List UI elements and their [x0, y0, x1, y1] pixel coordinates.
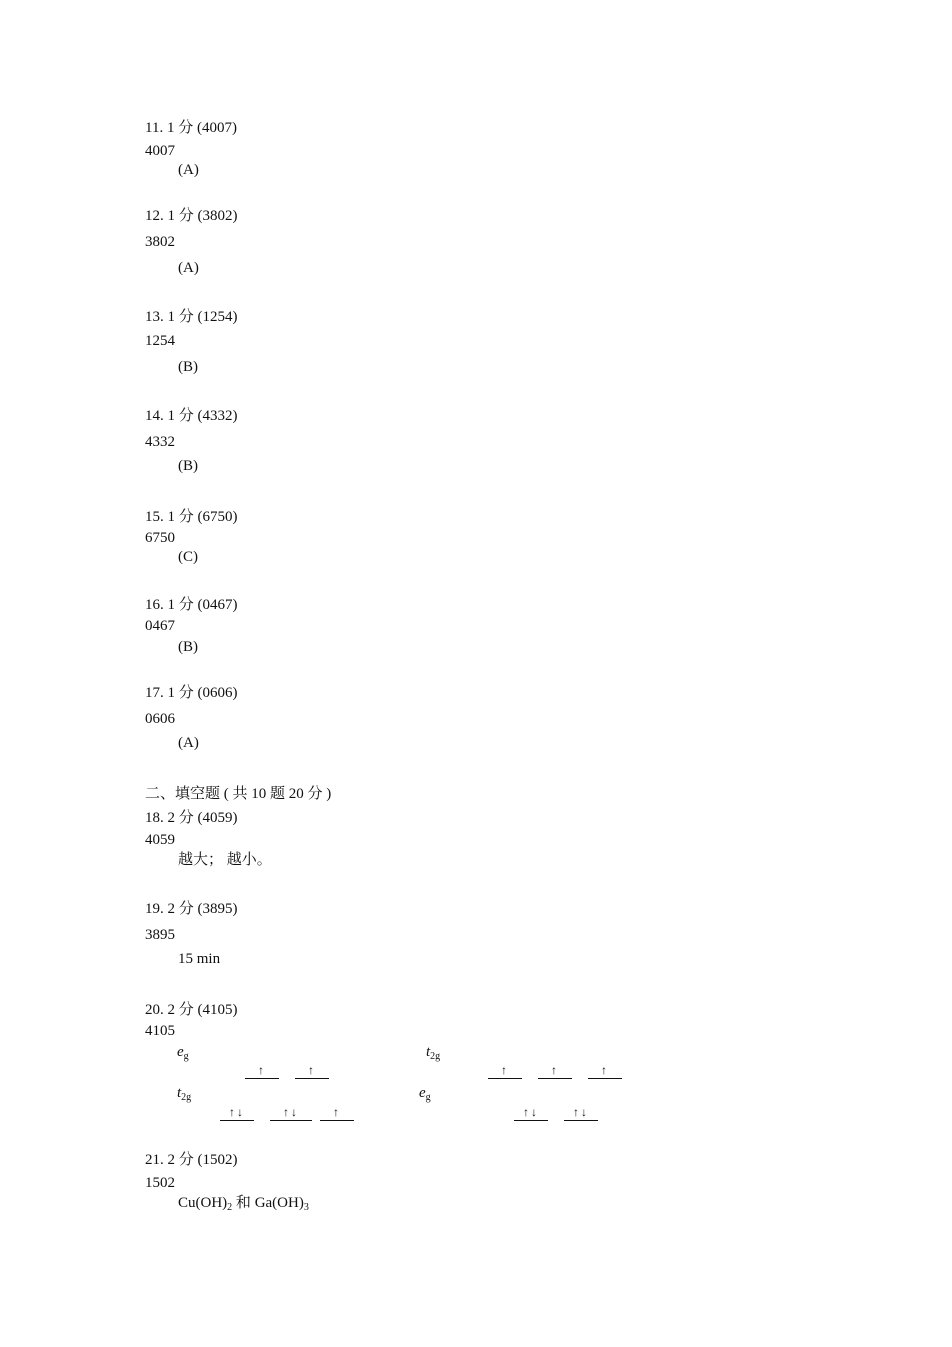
question-15-code: 6750 [145, 530, 175, 546]
question-21-code: 1502 [145, 1175, 175, 1191]
question-20-code: 4105 [145, 1023, 175, 1039]
question-18-code: 4059 [145, 832, 175, 848]
left-top-box-2: ↑ [295, 1062, 329, 1079]
right-top-orbital-label: $t_{2g}$ [426, 1044, 441, 1062]
left-bottom-box-2: ↑↓ [270, 1104, 312, 1121]
right-bottom-orbital-label: $e_g$ [419, 1085, 431, 1103]
answer-conjunction: 和 [232, 1195, 255, 1211]
question-21-answer [178, 1194, 309, 1212]
left-bottom-orbital-label: $t_{2g}$ [177, 1085, 192, 1103]
question-20-header: 20. 2 分 (4105) [145, 1002, 238, 1018]
question-18-header: 18. 2 分 (4059) [145, 810, 238, 826]
right-top-box-2: ↑ [538, 1062, 572, 1079]
answer-formula-b-subscript: 3 [303, 1202, 309, 1213]
question-19-answer: 15 min [178, 951, 221, 967]
question-14-answer: (B) [178, 458, 198, 474]
question-11-header: 11. 1 分 (4007) [145, 120, 237, 136]
question-18-answer: 越大； 越小。 [178, 852, 272, 868]
left-top-orbital-label: $e_g$ [177, 1044, 189, 1062]
question-12-header: 12. 1 分 (3802) [145, 208, 238, 224]
question-15-header: 15. 1 分 (6750) [145, 509, 238, 525]
question-13-header: 13. 1 分 (1254) [145, 309, 238, 325]
question-15-answer: (C) [178, 549, 198, 565]
question-16-code: 0467 [145, 618, 175, 634]
section-2-title: 二、填空题 ( 共 10 题 20 分 ) [145, 786, 332, 802]
right-bottom-box-2: ↑↓ [564, 1104, 598, 1121]
answer-formula-a: Cu(OH) [178, 1195, 228, 1211]
question-19-code: 3895 [145, 927, 175, 943]
question-11-answer: (A) [178, 162, 199, 178]
question-14-header: 14. 1 分 (4332) [145, 408, 238, 424]
question-16-answer: (B) [178, 639, 198, 655]
left-top-box-1: ↑ [245, 1062, 279, 1079]
question-11-code: 4007 [145, 143, 175, 159]
question-21-header: 21. 2 分 (1502) [145, 1152, 238, 1168]
question-12-answer: (A) [178, 260, 199, 276]
question-13-answer: (B) [178, 359, 198, 375]
answer-formula-a-subscript: 2 [227, 1202, 233, 1213]
question-14-code: 4332 [145, 434, 175, 450]
question-17-code: 0606 [145, 711, 175, 727]
question-19-header: 19. 2 分 (3895) [145, 901, 238, 917]
right-top-box-3: ↑ [588, 1062, 622, 1079]
question-12-code: 3802 [145, 234, 175, 250]
question-17-answer: (A) [178, 735, 199, 751]
question-13-code: 1254 [145, 333, 175, 349]
right-bottom-box-1: ↑↓ [514, 1104, 548, 1121]
question-17-header: 17. 1 分 (0606) [145, 685, 238, 701]
question-16-header: 16. 1 分 (0467) [145, 597, 238, 613]
left-bottom-box-3: ↑ [320, 1104, 354, 1121]
answer-formula-b: Ga(OH) [254, 1195, 304, 1211]
left-bottom-box-1: ↑↓ [220, 1104, 254, 1121]
right-top-box-1: ↑ [488, 1062, 522, 1079]
